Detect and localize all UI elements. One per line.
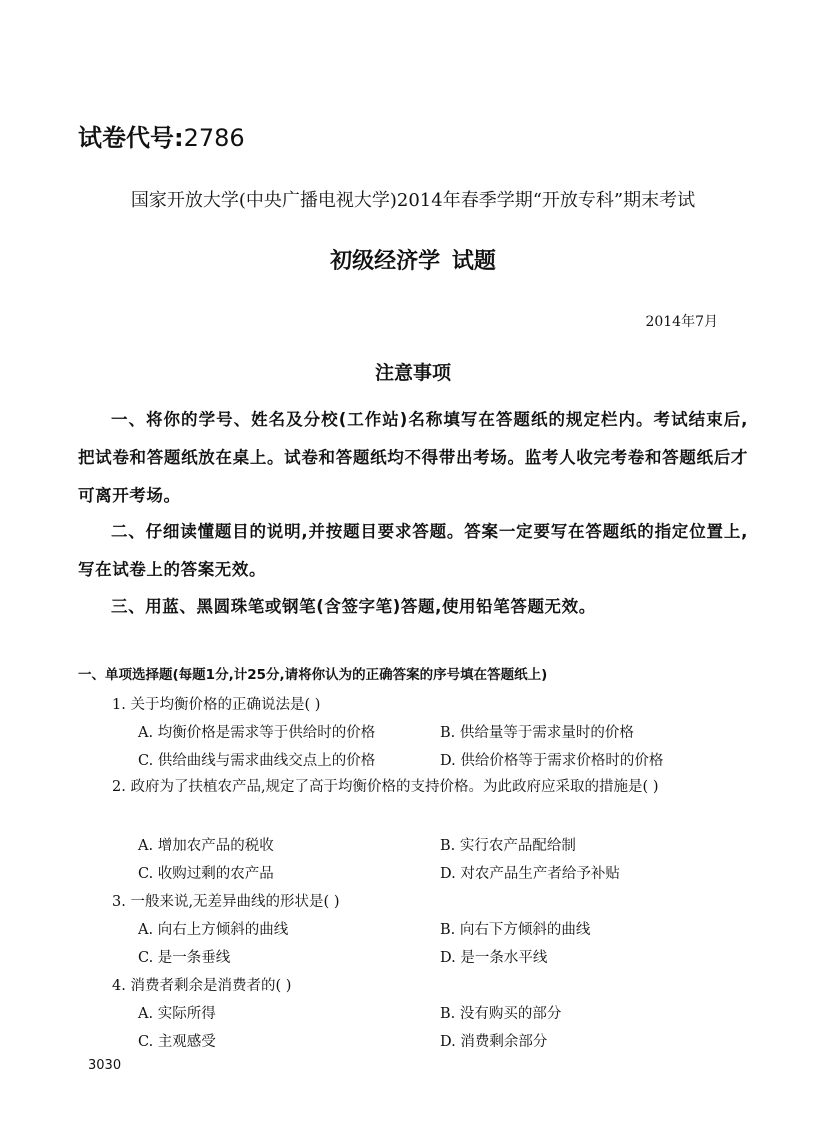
paper-code-number: 2786	[183, 124, 245, 152]
paper-code	[78, 118, 245, 153]
question-1-option-d: D. 供给价格等于需求价格时的价格	[440, 753, 664, 769]
question-1-option-a: A. 均衡价格是需求等于供给时的价格	[138, 725, 376, 741]
question-1-option-c: C. 供给曲线与需求曲线交点上的价格	[138, 753, 376, 769]
question-4-option-b: B. 没有购买的部分	[440, 1006, 562, 1022]
exam-title: 初级经济学 试题	[330, 249, 496, 274]
question-1-stem: 1. 关于均衡价格的正确说法是( )	[112, 697, 321, 713]
exam-date: 2014年7月	[645, 314, 718, 330]
question-2-stem: 2. 政府为了扶植农产品,规定了高于均衡价格的支持价格。为此政府应采取的措施是( )	[112, 779, 659, 795]
exam-line: 国家开放大学(中央广播电视大学)2014年春季学期“开放专科”期末考试	[130, 190, 696, 211]
question-2-option-a: A. 增加农产品的税收	[138, 838, 274, 854]
notice-item-3: 三、用蓝、黑圆珠笔或钢笔(含签字笔)答题,使用铅笔答题无效。	[111, 597, 596, 616]
question-3-stem: 3. 一般来说,无差异曲线的形状是( )	[112, 894, 340, 910]
question-4-option-c: C. 主观感受	[138, 1034, 216, 1050]
question-4-option-d: D. 消费剩余部分	[440, 1034, 548, 1050]
notice-item-1: 一、将你的学号、姓名及分校(工作站)名称填写在答题纸的规定栏内。考试结束后,把试卷和答题纸放在桌上。试卷和答题纸均不得带出考场。监考人收完考卷和答题纸后才可离开考场。	[78, 410, 748, 505]
section-heading: 一、单项选择题(每题1分,计25分,请将你认为的正确答案的序号填在答题纸上)	[78, 667, 548, 683]
question-4-option-a: A. 实际所得	[138, 1006, 216, 1022]
question-2-option-b: B. 实行农产品配给制	[440, 838, 576, 854]
question-1-option-b: B. 供给量等于需求量时的价格	[440, 725, 634, 741]
question-2-option-d: D. 对农产品生产者给予补贴	[440, 866, 620, 882]
paper-code-label: 试卷代号:	[78, 124, 184, 152]
notice-item-2: 二、仔细读懂题目的说明,并按题目要求答题。答案一定要写在答题纸的指定位置上,写在试卷上的答案无效。	[78, 522, 748, 579]
question-4-stem: 4. 消费者剩余是消费者的( )	[112, 978, 292, 994]
question-2-option-c: C. 收购过剩的农产品	[138, 866, 274, 882]
notice-title: 注意事项	[374, 362, 451, 384]
question-3-option-a: A. 向右上方倾斜的曲线	[138, 922, 289, 938]
question-3-option-d: D. 是一条水平线	[440, 950, 548, 966]
question-3-option-c: C. 是一条垂线	[138, 950, 231, 966]
question-3-option-b: B. 向右下方倾斜的曲线	[440, 922, 591, 938]
page-number: 3030	[88, 1058, 122, 1073]
